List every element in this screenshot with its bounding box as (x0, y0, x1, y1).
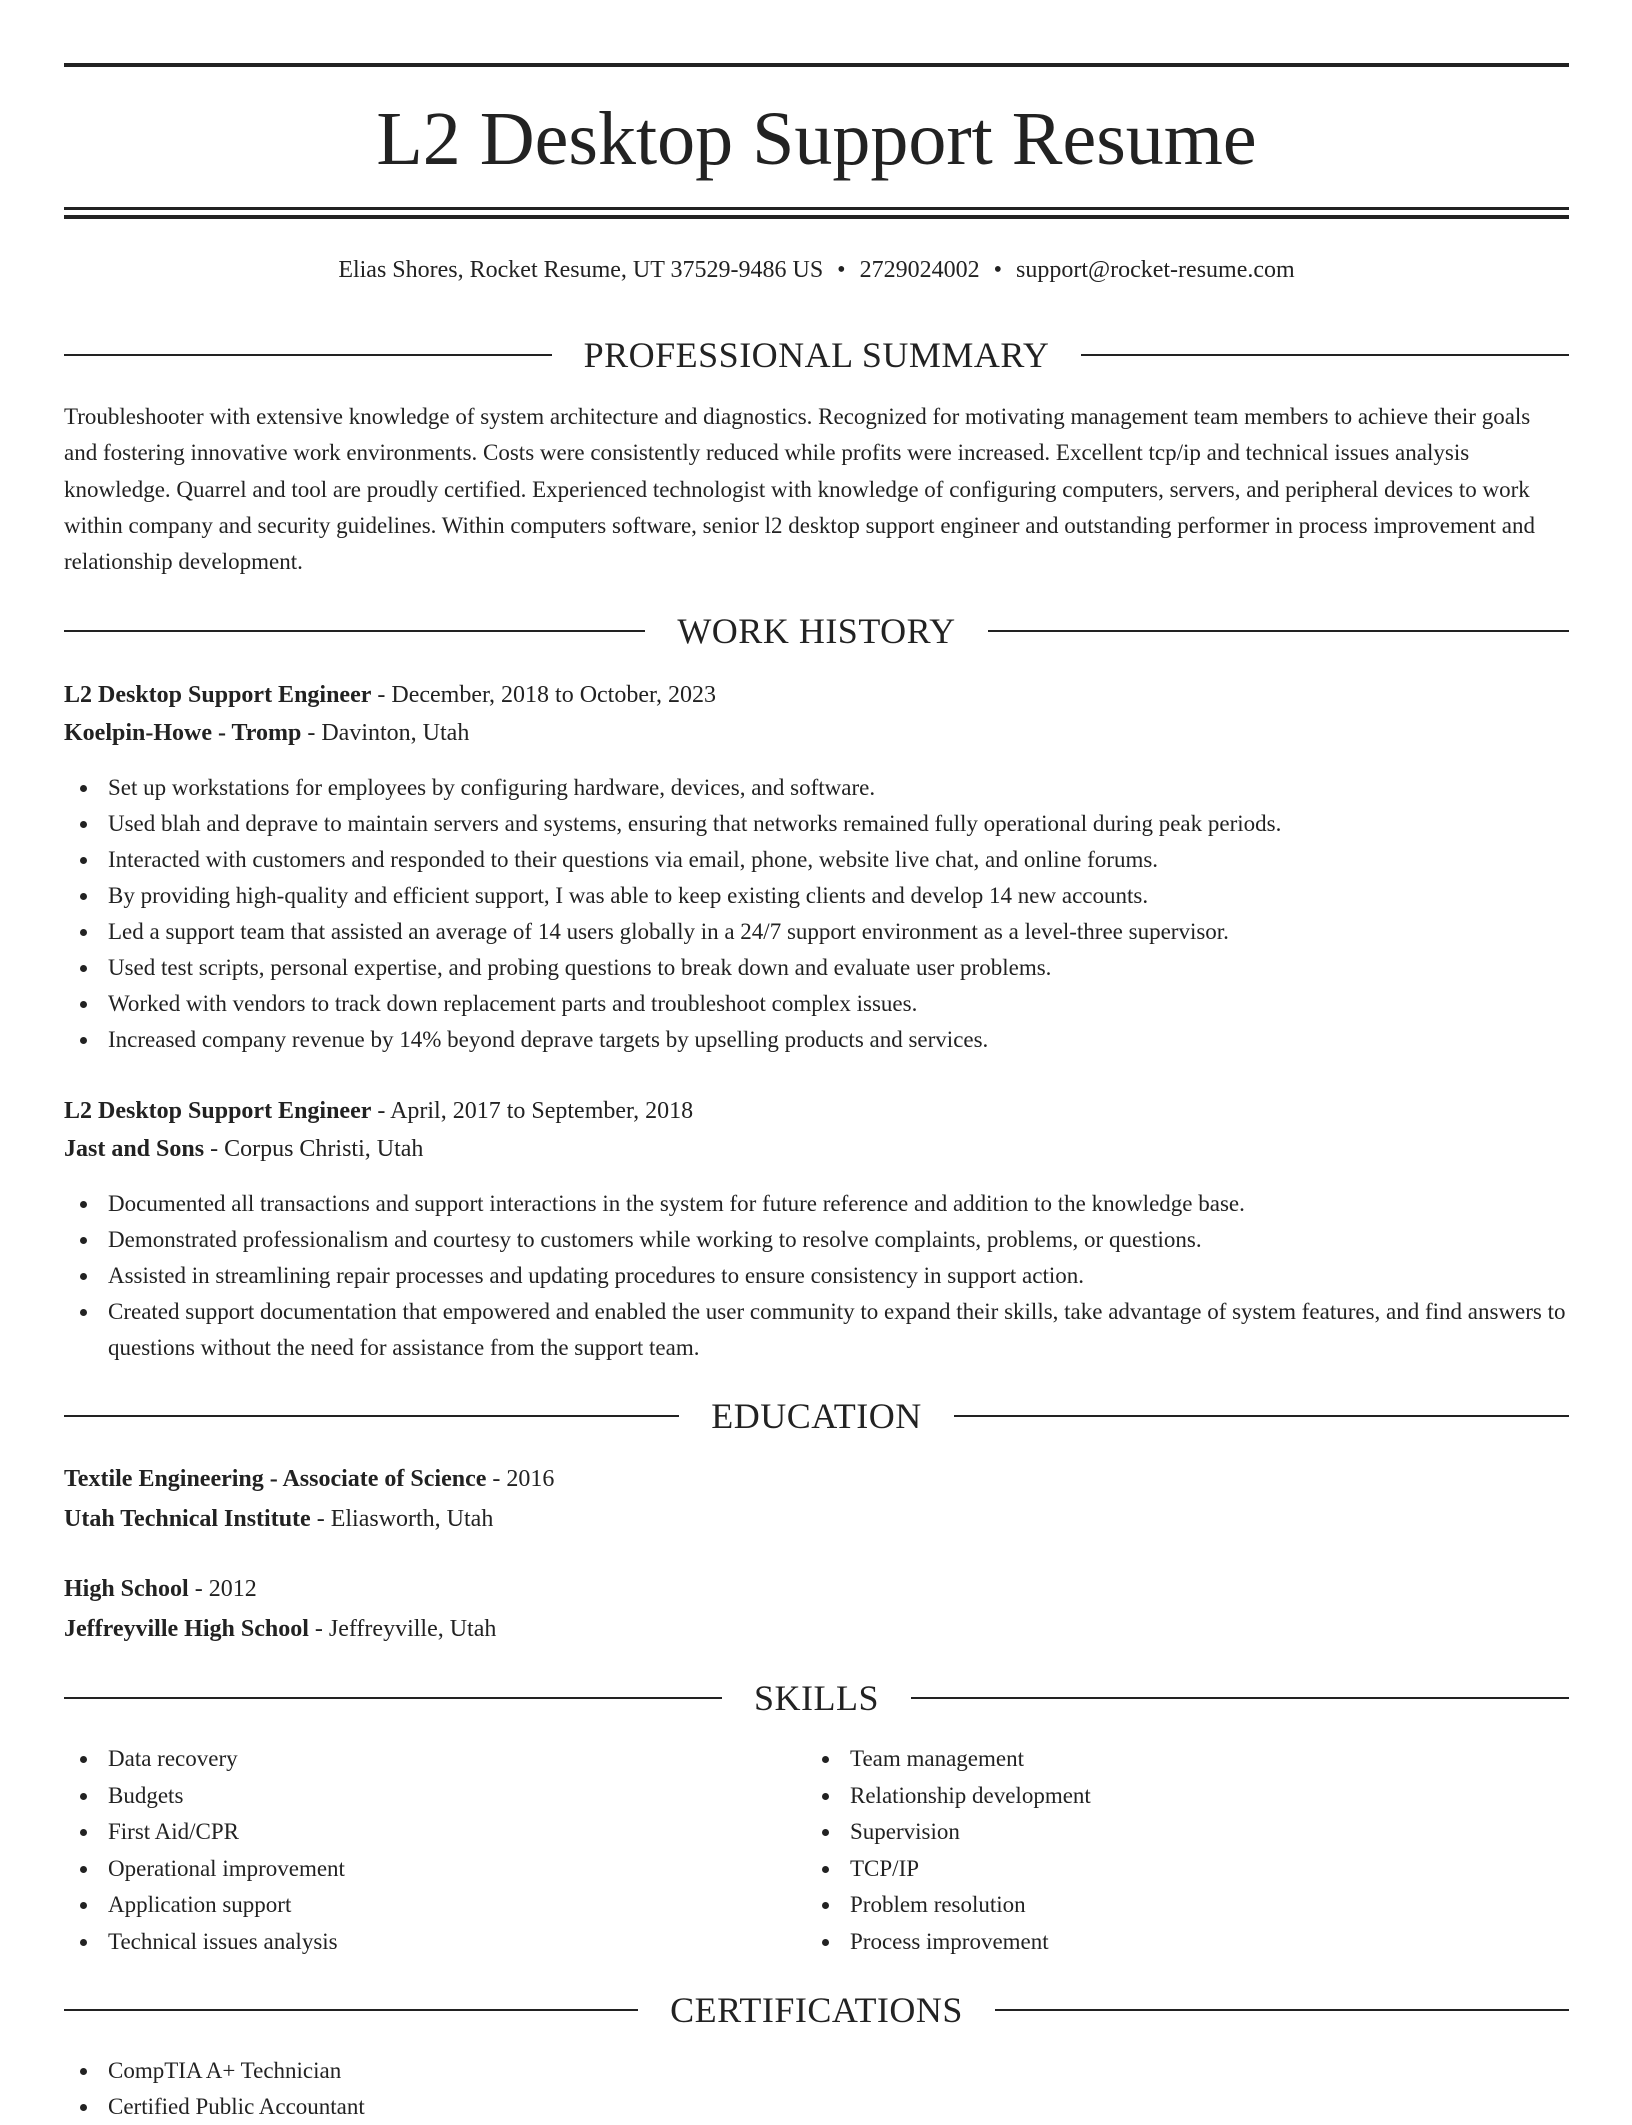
list-item: By providing high-quality and efficient support, I was able to keep existing clients and develop 14 new accounts. (64, 878, 1569, 914)
list-item: Worked with vendors to track down replacement parts and troubleshoot complex issues. (64, 986, 1569, 1022)
certification-item: CompTIA A+ Technician (64, 2053, 1569, 2089)
title-bottom-rule (64, 207, 1569, 210)
education-year: 2016 (506, 1466, 555, 1492)
skills-list-left (64, 1741, 764, 1961)
skill-item: Data recovery (64, 1741, 764, 1778)
job-title-line: L2 Desktop Support Engineer - December, 2018 to October, 2023 (64, 682, 717, 708)
section-heading-certifications (64, 1990, 1569, 2030)
list-item: Created support documentation that empowered and enabled the user community to expand their skills, take advantage of system features, and find answers to questions without the need for assistance from the support team. (64, 1294, 1569, 1366)
heading-rule (954, 1415, 1569, 1417)
job-dates: April, 2017 to September, 2018 (390, 1098, 694, 1124)
job-dates: December, 2018 to October, 2023 (391, 682, 717, 708)
education-degree: Textile Engineering - Associate of Science (64, 1466, 487, 1492)
contact-email: support@rocket-resume.com (1015, 257, 1295, 283)
job-bullets (64, 770, 1569, 1058)
job-company: Jast and Sons (64, 1136, 205, 1162)
title-bottom-rule-thick (64, 215, 1569, 219)
heading-rule (64, 1415, 679, 1417)
skill-item: Process improvement (806, 1924, 1506, 1961)
heading-rule (988, 630, 1569, 632)
skill-item: Operational improvement (64, 1851, 764, 1888)
section-heading-summary (64, 335, 1569, 375)
education-degree-line: Textile Engineering - Associate of Science - 2016 (64, 1466, 555, 1492)
page-title: L2 Desktop Support Resume (376, 97, 1257, 181)
job-title-line: L2 Desktop Support Engineer - April, 2017 to September, 2018 (64, 1098, 694, 1124)
list-item: Demonstrated professionalism and courtesy to customers while working to resolve complaints, problems, or questions. (64, 1222, 1569, 1258)
heading-rule (64, 1697, 722, 1699)
education-school-line: Jeffreyville High School - Jeffreyville, Utah (64, 1616, 497, 1642)
job-location: Corpus Christi, Utah (224, 1136, 424, 1162)
job-company-line: Jast and Sons - Corpus Christi, Utah (64, 1136, 424, 1162)
job-title: L2 Desktop Support Engineer (64, 682, 372, 708)
skills-list-right (806, 1741, 1506, 1961)
list-item: Documented all transactions and support interactions in the system for future reference and addition to the knowledge base. (64, 1186, 1569, 1222)
list-item: Assisted in streamlining repair processes and updating procedures to ensure consistency in support action. (64, 1258, 1569, 1294)
section-title: WORK HISTORY (677, 611, 956, 651)
section-heading-skills (64, 1678, 1569, 1718)
heading-rule (64, 630, 645, 632)
skill-item: Budgets (64, 1778, 764, 1815)
list-item: Led a support team that assisted an average of 14 users globally in a 24/7 support environment as a level-three supervisor. (64, 914, 1569, 950)
skill-item: Problem resolution (806, 1887, 1506, 1924)
education-school: Utah Technical Institute (64, 1506, 311, 1532)
heading-rule (995, 2009, 1569, 2011)
job-location: Davinton, Utah (321, 720, 470, 746)
skill-item: Application support (64, 1887, 764, 1924)
education-degree: High School (64, 1576, 189, 1602)
list-item: Used test scripts, personal expertise, and probing questions to break down and evaluate user problems. (64, 950, 1569, 986)
contact-separator: • (993, 257, 1002, 283)
job-company: Koelpin-Howe - Tromp (64, 720, 302, 746)
list-item: Used blah and deprave to maintain servers and systems, ensuring that networks remained fully operational during peak periods. (64, 806, 1569, 842)
skill-item: Supervision (806, 1814, 1506, 1851)
heading-rule (64, 2009, 638, 2011)
education-year: 2012 (208, 1576, 257, 1602)
heading-rule (1081, 354, 1569, 356)
education-school: Jeffreyville High School (64, 1616, 309, 1642)
summary-paragraph: Troubleshooter with extensive knowledge of system architecture and diagnostics. Recognized for motivating management team members to achieve their goals and fostering innovative work environments. Costs were consistently reduced while profits were increased. Excellent tcp/ip and technical issues analysis knowledge. Quarrel and tool are proudly certified. Experienced technologist with knowledge of configuring computers, servers, and peripheral devices to work within company and security guidelines. Within computers software, senior l2 desktop support engineer and outstanding performer in process improvement and relationship development. (64, 404, 1535, 575)
contact-address: Elias Shores, Rocket Resume, UT 37529-9486 US (338, 257, 824, 283)
section-heading-education (64, 1396, 1569, 1436)
list-item: Set up workstations for employees by configuring hardware, devices, and software. (64, 770, 1569, 806)
section-title: PROFESSIONAL SUMMARY (583, 335, 1050, 375)
job-company-line: Koelpin-Howe - Tromp - Davinton, Utah (64, 720, 470, 746)
heading-rule (911, 1697, 1569, 1699)
skill-item: Relationship development (806, 1778, 1506, 1815)
contact-separator: • (837, 257, 846, 283)
skill-item: Technical issues analysis (64, 1924, 764, 1961)
education-location: Eliasworth, Utah (330, 1506, 494, 1532)
education-location: Jeffreyville, Utah (328, 1616, 497, 1642)
heading-rule (64, 354, 552, 356)
skill-item: Team management (806, 1741, 1506, 1778)
education-school-line: Utah Technical Institute - Eliasworth, Utah (64, 1506, 494, 1532)
list-item: Increased company revenue by 14% beyond deprave targets by upselling products and services. (64, 1022, 1569, 1058)
skill-item: TCP/IP (806, 1851, 1506, 1888)
certifications-list (64, 2053, 1569, 2125)
skill-item: First Aid/CPR (64, 1814, 764, 1851)
education-degree-line: High School - 2012 (64, 1576, 257, 1602)
section-title: SKILLS (754, 1678, 880, 1718)
title-top-rule (64, 63, 1569, 67)
section-heading-work (64, 611, 1569, 651)
section-title: EDUCATION (711, 1396, 922, 1436)
contact-line (64, 253, 1569, 287)
job-bullets (64, 1186, 1569, 1366)
list-item: Interacted with customers and responded to their questions via email, phone, website live chat, and online forums. (64, 842, 1569, 878)
contact-phone: 2729024002 (859, 257, 980, 283)
job-title: L2 Desktop Support Engineer (64, 1098, 372, 1124)
section-title: CERTIFICATIONS (670, 1990, 963, 2030)
certification-item: Certified Public Accountant (64, 2089, 1569, 2125)
